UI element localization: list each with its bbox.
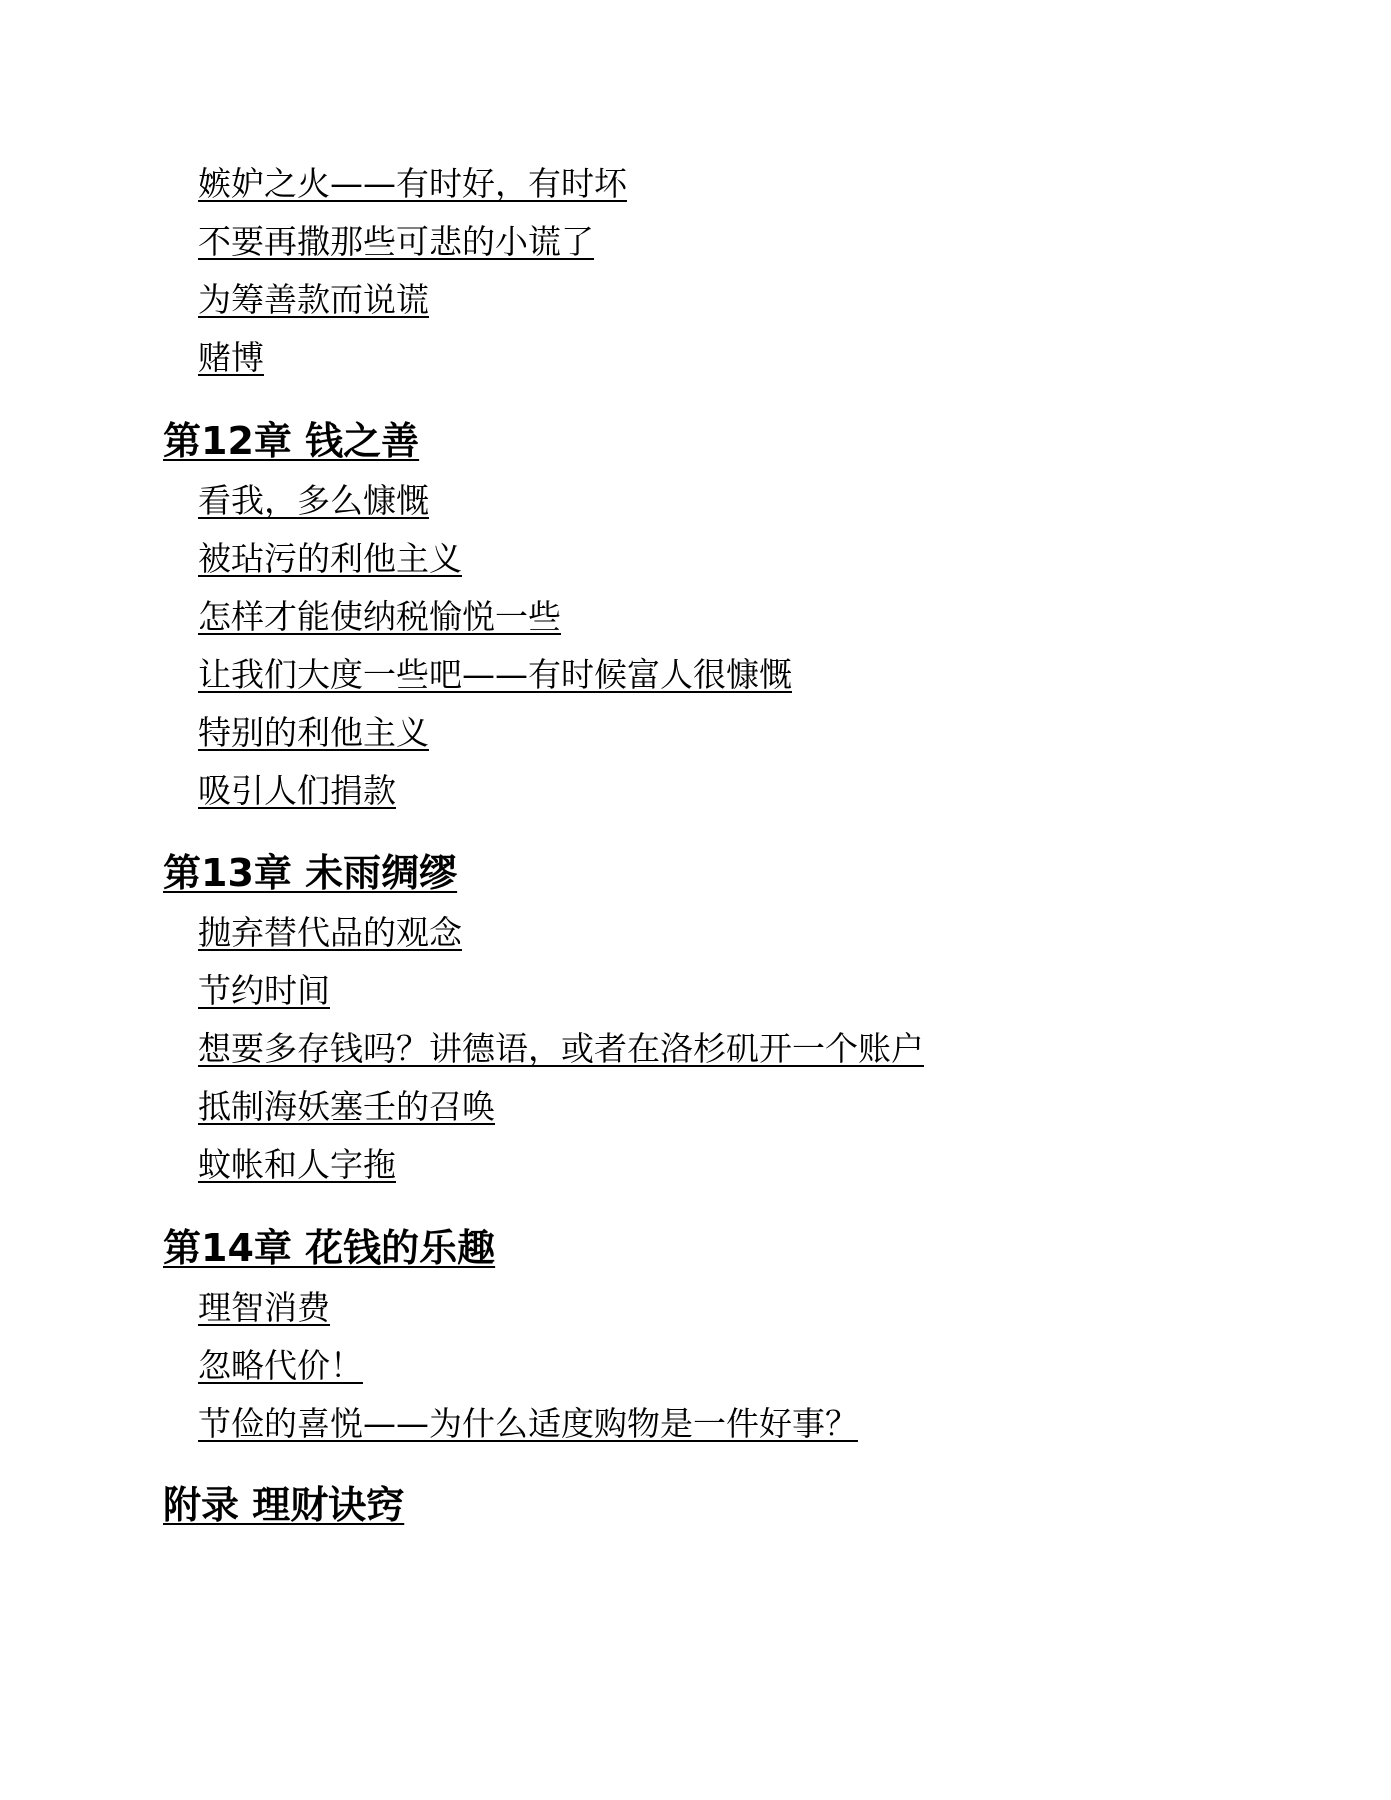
toc-entry[interactable]: 节约时间: [198, 971, 330, 1010]
toc-entry[interactable]: 怎样才能使纳税愉悦一些: [198, 597, 561, 636]
toc-entry[interactable]: 为筹善款而说谎: [198, 280, 429, 319]
toc-entry[interactable]: 被玷污的利他主义: [198, 539, 462, 578]
chapter-heading[interactable]: 第14章 花钱的乐趣: [163, 1226, 496, 1270]
chapter-heading[interactable]: 第13章 未雨绸缪: [163, 851, 458, 895]
toc-entry[interactable]: 不要再撒那些可悲的小谎了: [198, 222, 594, 261]
toc-entry[interactable]: 吸引人们捐款: [198, 771, 396, 810]
toc-entry[interactable]: 让我们大度一些吧——有时候富人很慷慨: [198, 655, 792, 694]
toc-entry[interactable]: 嫉妒之火——有时好，有时坏: [198, 164, 627, 203]
toc-entry[interactable]: 蚊帐和人字拖: [198, 1145, 396, 1184]
toc-entry[interactable]: 看我，多么慷慨: [198, 481, 429, 520]
toc-entry[interactable]: 想要多存钱吗？讲德语，或者在洛杉矶开一个账户: [198, 1029, 924, 1068]
toc-entry[interactable]: 特别的利他主义: [198, 713, 429, 752]
toc-entry[interactable]: 节俭的喜悦——为什么适度购物是一件好事？: [198, 1404, 858, 1443]
chapter-heading[interactable]: 附录 理财诀窍: [163, 1483, 405, 1527]
toc-entry[interactable]: 抛弃替代品的观念: [198, 913, 462, 952]
toc-entry[interactable]: 理智消费: [198, 1288, 330, 1327]
toc-entry[interactable]: 抵制海妖塞壬的召唤: [198, 1087, 495, 1126]
toc-entry[interactable]: 忽略代价！: [198, 1346, 363, 1385]
chapter-heading[interactable]: 第12章 钱之善: [163, 419, 420, 463]
toc-entry[interactable]: 赌博: [198, 338, 264, 377]
